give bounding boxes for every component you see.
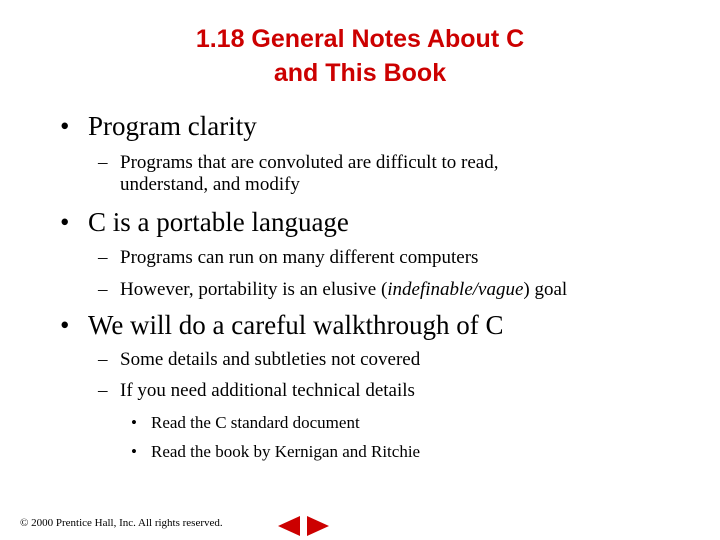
text-before: However, portability is an elusive ( (120, 279, 388, 300)
copyright-footer: © 2000 Prentice Hall, Inc. All rights reserved. (20, 517, 223, 529)
bullet-text: C is a portable language (88, 207, 349, 237)
bullet-text: Program clarity (88, 111, 257, 141)
dash-marker: – (98, 152, 108, 173)
sub-bullet-line2: understand, and modify (120, 174, 300, 195)
bullet-marker: • (60, 207, 70, 237)
bullet-marker: • (60, 111, 70, 141)
slide-title-line1: 1.18 General Notes About C (195, 25, 525, 53)
dash-marker: – (98, 380, 108, 401)
slide-title-line2: and This Book (273, 59, 447, 87)
italic-text: indefinable/vague (387, 279, 524, 300)
bullet-marker: • (60, 310, 70, 340)
sub-bullet-text (120, 152, 498, 196)
dash-marker: – (98, 349, 108, 370)
sub-bullet-text (120, 279, 567, 301)
arrow-right-icon[interactable] (305, 515, 331, 537)
sub-bullet-text: If you need additional technical details (120, 380, 415, 401)
text-after: ) goal (523, 279, 568, 300)
dash-marker: – (98, 247, 108, 268)
bullet-text: We will do a careful walkthrough of C (88, 310, 504, 340)
sub-bullet-text: Some details and subtleties not covered (120, 349, 421, 370)
sub-sub-bullet-text: Read the book by Kernigan and Ritchie (151, 442, 421, 461)
arrow-left-icon[interactable] (276, 515, 302, 537)
dash-marker: – (98, 279, 108, 300)
bullet-marker: • (131, 413, 137, 432)
sub-bullet-line1: Programs that are convoluted are difficult to read, (120, 152, 499, 173)
slide-title (60, 22, 660, 90)
sub-bullet-text: Programs can run on many different computers (120, 247, 479, 268)
sub-sub-bullet-text: Read the C standard document (151, 413, 360, 432)
bullet-marker: • (131, 442, 137, 461)
